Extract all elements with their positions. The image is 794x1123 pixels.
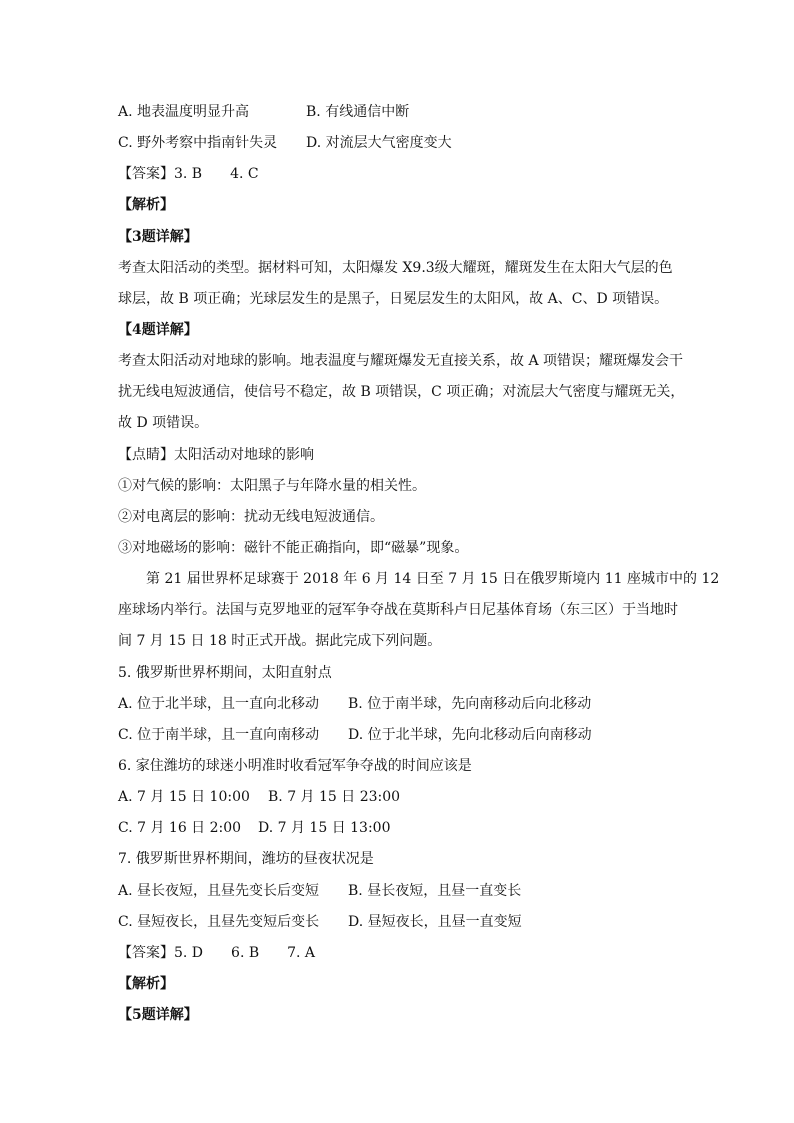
q6-options-row-1 (118, 787, 400, 807)
option-a: A. 地表温度明显升高 (118, 104, 250, 120)
option-c: C. 昼短夜长，且昼先变短后变长 (118, 914, 320, 930)
option-a: A. 昼长夜短，且昼先变长后变短 (118, 883, 320, 899)
option-d: D. 昼短夜长，且昼一直变短 (348, 914, 522, 930)
option-a: A. 7 月 15 日 10:00 (118, 789, 250, 805)
material-paragraph-line: 间 7 月 15 日 18 时正式开战。据此完成下列问题。 (118, 633, 442, 649)
option-d: D. 对流层大气密度变大 (306, 135, 452, 151)
question-7: 7. 俄罗斯世界杯期间，潍坊的昼夜状况是 (118, 851, 374, 867)
tip-heading: 【点睛】太阳活动对地球的影响 (118, 447, 314, 463)
tip-item: ③对地磁场的影响：磁针不能正确指向，即“磁暴”现象。 (118, 540, 469, 556)
option-c: C. 位于南半球，且一直向南移动 (118, 727, 320, 743)
option-b: B. 有线通信中断 (306, 104, 410, 120)
q3-options-row-2 (118, 133, 452, 153)
q6-options-row-2 (118, 818, 391, 838)
question-6: 6. 家住潍坊的球迷小明准时收看冠军争夺战的时间应该是 (118, 758, 472, 774)
option-c: C. 7 月 16 日 2:00 (118, 820, 242, 836)
paragraph-line: 扰无线电短波通信，使信号不稳定，故 B 项错误，C 项正确；对流层大气密度与耀斑无关， (118, 384, 685, 400)
option-a: A. 位于北半球，且一直向北移动 (118, 696, 320, 712)
paragraph-line: 故 D 项错误。 (118, 415, 209, 431)
q5-options-row-1 (118, 694, 591, 714)
tip-item: ①对气候的影响：太阳黑子与年降水量的相关性。 (118, 478, 426, 494)
option-b: B. 位于南半球，先向南移动后向北移动 (348, 696, 592, 712)
paragraph-line: 考查太阳活动对地球的影响。地表温度与耀斑爆发无直接关系，故 A 项错误；耀斑爆发会干 (118, 353, 684, 369)
material-paragraph-line: 第 21 届世界杯足球赛于 2018 年 6 月 14 日至 7 月 15 日在俄罗斯境内 11 座城市中的 12 (146, 571, 720, 587)
q3-options-row-1 (118, 102, 409, 122)
paragraph-line: 考查太阳活动的类型。据材料可知，太阳爆发 X9.3级大耀斑，耀斑发生在太阳大气层的色 (118, 260, 673, 276)
analysis-heading: 【解析】 (118, 197, 174, 213)
analysis-heading: 【解析】 (118, 976, 174, 992)
option-b: B. 昼长夜短，且昼一直变长 (348, 883, 522, 899)
q5-options-row-2 (118, 725, 592, 745)
option-d: D. 位于北半球，先向北移动后向南移动 (348, 727, 592, 743)
question-5: 5. 俄罗斯世界杯期间，太阳直射点 (118, 665, 332, 681)
material-paragraph-line: 座球场内举行。法国与克罗地亚的冠军争夺战在莫斯科卢日尼基体育场（东三区）于当地时 (118, 602, 678, 618)
paragraph-line: 球层，故 B 项正确；光球层发生的是黑子，日冕层发生的太阳风，故 A、C、D 项错误。 (118, 291, 669, 307)
q7-options-row-2 (118, 912, 522, 932)
q7-options-row-1 (118, 881, 521, 901)
answer-line-3-4: 【答案】3. B 4. C (118, 166, 259, 182)
option-c: C. 野外考察中指南针失灵 (118, 135, 278, 151)
q4-detail-heading: 【4题详解】 (118, 322, 198, 338)
tip-item: ②对电离层的影响：扰动无线电短波通信。 (118, 509, 384, 525)
option-d: D. 7 月 15 日 13:00 (258, 820, 391, 836)
answer-line-5-7: 【答案】5. D 6. B 7. A (118, 945, 316, 961)
q3-detail-heading: 【3题详解】 (118, 229, 198, 245)
option-b: B. 7 月 15 日 23:00 (268, 789, 401, 805)
q5-detail-heading: 【5题详解】 (118, 1007, 198, 1023)
